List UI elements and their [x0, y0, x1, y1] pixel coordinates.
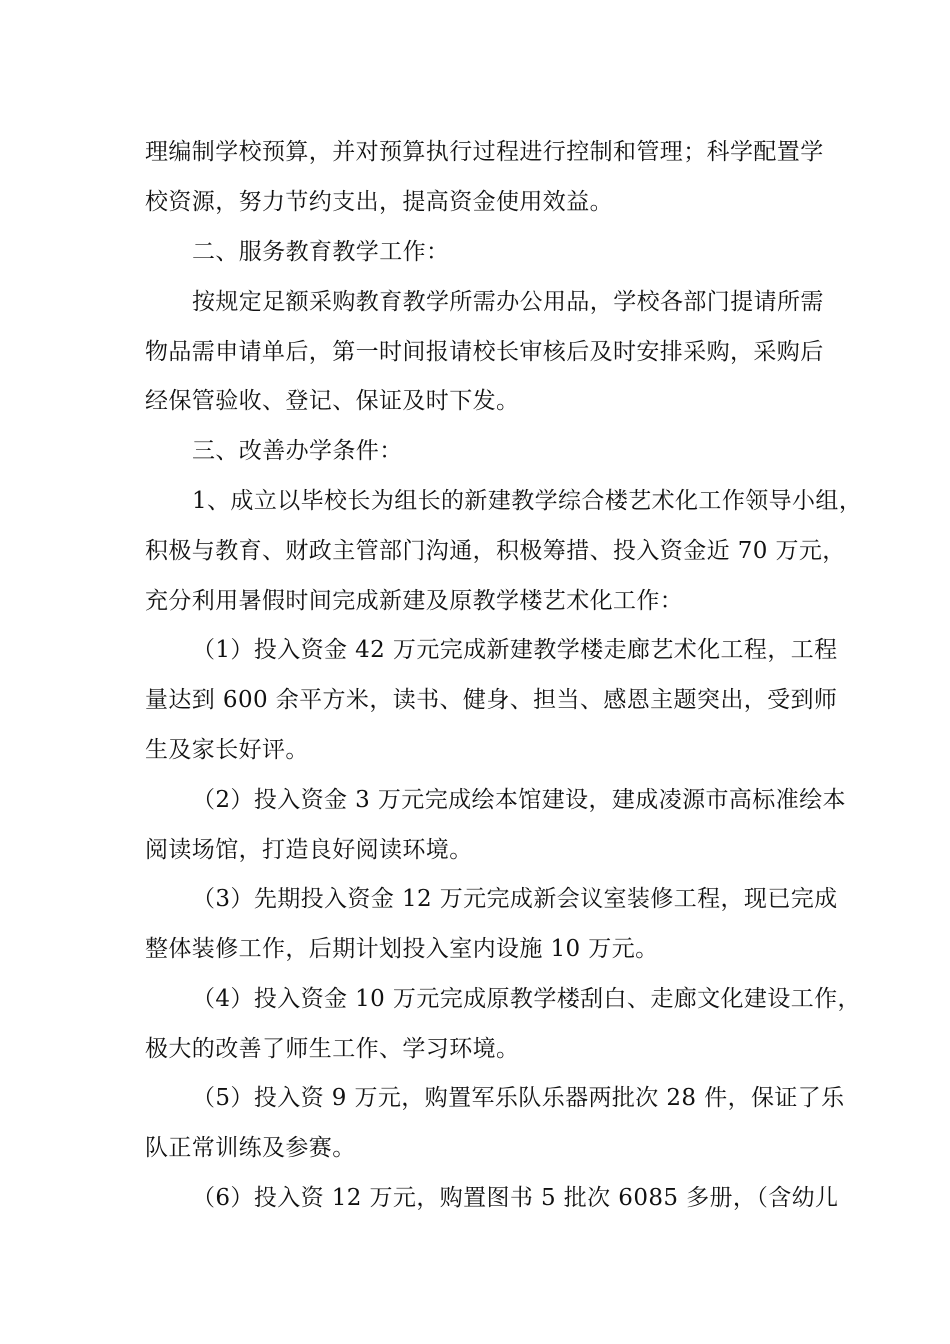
text-line: 校资源，努力节约支出，提高资金使用效益。 [145, 189, 613, 215]
text-line: 生及家长好评。 [145, 737, 309, 763]
text-line: 队正常训练及参赛。 [145, 1135, 356, 1161]
text-line: 极大的改善了师生工作、学习环境。 [145, 1036, 520, 1062]
paragraph-start: 1、成立以毕校长为组长的新建教学综合楼艺术化工作领导小组， [192, 488, 863, 514]
section-heading: 三、改善办学条件： [192, 438, 403, 464]
list-item-1: （1）投入资金 42 万元完成新建教学楼走廊艺术化工程，工程 [192, 637, 838, 663]
text-line: 量达到 600 余平方米，读书、健身、担当、感恩主题突出，受到师 [145, 687, 838, 713]
text-line: 理编制学校预算，并对预算执行过程进行控制和管理；科学配置学 [145, 139, 824, 165]
text-line: 经保管验收、登记、保证及时下发。 [145, 388, 520, 414]
list-item-2: （2）投入资金 3 万元完成绘本馆建设，建成凌源市高标准绘本 [192, 787, 846, 813]
text-line: 充分利用暑假时间完成新建及原教学楼艺术化工作： [145, 588, 684, 614]
list-item-3: （3）先期投入资金 12 万元完成新会议室装修工程，现已完成 [192, 886, 838, 912]
text-line: 积极与教育、财政主管部门沟通，积极筹措、投入资金近 70 万元， [145, 538, 846, 564]
text-line: 整体装修工作，后期计划投入室内设施 10 万元。 [145, 936, 659, 962]
text-line: 物品需申请单后，第一时间报请校长审核后及时安排采购，采购后 [145, 339, 824, 365]
list-item-4: （4）投入资金 10 万元完成原教学楼刮白、走廊文化建设工作， [192, 986, 861, 1012]
section-heading: 二、服务教育教学工作： [192, 239, 450, 265]
list-item-5: （5）投入资 9 万元，购置军乐队乐器两批次 28 件，保证了乐 [192, 1085, 845, 1111]
list-item-6: （6）投入资 12 万元，购置图书 5 批次 6085 多册，（含幼儿 [192, 1185, 839, 1211]
paragraph-start: 按规定足额采购教育教学所需办公用品，学校各部门提请所需 [192, 289, 824, 315]
text-line: 阅读场馆，打造良好阅读环境。 [145, 837, 473, 863]
